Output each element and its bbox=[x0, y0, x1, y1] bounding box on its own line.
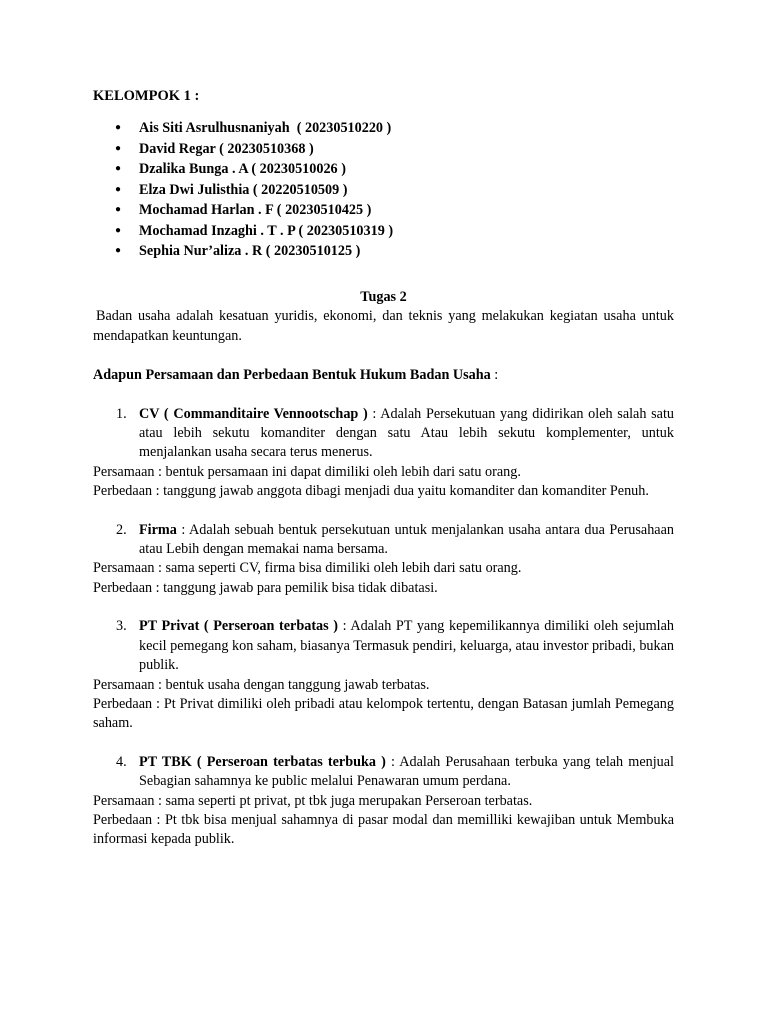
item-difference: Perbedaan : Pt Privat dimiliki oleh pribadi atau kelompok tertentu, dengan Batasan jumlah Pemegang saham. bbox=[93, 695, 674, 732]
item-definition bbox=[93, 617, 674, 675]
section-heading bbox=[93, 366, 674, 385]
assignment-title: Tugas 2 bbox=[360, 289, 407, 305]
item-definition-text: : Adalah PT yang kepemilikannya dimiliki oleh sejumlah kecil pemegang kon saham, biasanya Termasuk pendiri, keluarga, atau investor pribadi, bukan publik. bbox=[139, 618, 674, 674]
item-number: 4. bbox=[116, 753, 127, 770]
item-definition-text: : Adalah sebuah bentuk persekutuan untuk menjalankan usaha antara dua Perusahaan atau Lebih dengan memakai nama bersama. bbox=[139, 521, 674, 558]
member-item: ● Mochamad Harlan . F ( 20230510425 ) bbox=[93, 200, 673, 221]
item-definition bbox=[93, 405, 674, 463]
member-item: ● David Regar ( 20230510368 ) bbox=[93, 139, 673, 160]
member-list bbox=[93, 118, 673, 262]
item-number: 3. bbox=[116, 618, 127, 635]
business-form-item bbox=[93, 405, 674, 502]
item-term: PT Privat ( Perseroan terbatas ) bbox=[139, 618, 338, 635]
item-definition-text: : Adalah Perusahaan terbuka yang telah menjual Sebagian sahamnya ke public melalui Penawaran umum perdana. bbox=[139, 753, 674, 790]
business-form-item bbox=[93, 521, 674, 599]
group-title: KELOMPOK 1 : bbox=[93, 88, 200, 104]
member-item: ● Elza Dwi Julisthia ( 20220510509 ) bbox=[93, 180, 673, 201]
item-term: CV ( Commanditaire Vennootschap ) bbox=[139, 405, 368, 422]
item-definition-text: : Adalah Persekutuan yang didirikan oleh salah satu atau lebih sekutu komanditer dengan satu Atau lebih sekutu komplementer, untuk menjalankan usaha secara terus menerus. bbox=[139, 405, 674, 461]
item-term: PT TBK ( Perseroan terbatas terbuka ) bbox=[139, 753, 386, 770]
item-definition bbox=[93, 753, 674, 792]
item-similarity: Persamaan : bentuk persamaan ini dapat dimiliki oleh lebih dari satu orang. bbox=[93, 463, 521, 480]
item-similarity: Persamaan : sama seperti CV, firma bisa dimiliki oleh lebih dari satu orang. bbox=[93, 560, 522, 577]
section-heading-colon: : bbox=[490, 367, 499, 384]
item-similarity: Persamaan : bentuk usaha dengan tanggung jawab terbatas. bbox=[93, 676, 430, 693]
business-form-item bbox=[93, 617, 674, 733]
member-item: ● Ais Siti Asrulhusnaniyah ( 20230510220 ) bbox=[93, 118, 673, 139]
item-definition bbox=[93, 521, 674, 560]
member-item: ● Mochamad Inzaghi . T . P ( 20230510319 ) bbox=[93, 221, 673, 242]
item-difference: Perbedaan : tanggung jawab para pemilik bisa tidak dibatasi. bbox=[93, 579, 438, 596]
item-difference: Perbedaan : tanggung jawab anggota dibagi menjadi dua yaitu komanditer dan komanditer Penuh. bbox=[93, 483, 649, 500]
member-item: ● Sephia Nur’aliza . R ( 20230510125 ) bbox=[93, 241, 673, 262]
section-heading-text: Adapun Persamaan dan Perbedaan Bentuk Hukum Badan Usaha bbox=[93, 367, 491, 384]
document-body bbox=[93, 288, 674, 850]
item-number: 1. bbox=[116, 405, 127, 422]
item-similarity: Persamaan : sama seperti pt privat, pt tbk juga merupakan Perseroan terbatas. bbox=[93, 792, 533, 809]
member-item: ● Dzalika Bunga . A ( 20230510026 ) bbox=[93, 159, 673, 180]
item-term: Firma bbox=[139, 521, 177, 538]
item-number: 2. bbox=[116, 521, 127, 538]
item-difference: Perbedaan : Pt tbk bisa menjual sahamnya di pasar modal dan memilliki kewajiban untuk Membuka informasi kepada publik. bbox=[93, 811, 674, 848]
intro-paragraph: Badan usaha adalah kesatuan yuridis, ekonomi, dan teknis yang melakukan kegiatan usaha untuk mendapatkan keuntungan. bbox=[93, 308, 674, 344]
business-form-item bbox=[93, 753, 674, 850]
